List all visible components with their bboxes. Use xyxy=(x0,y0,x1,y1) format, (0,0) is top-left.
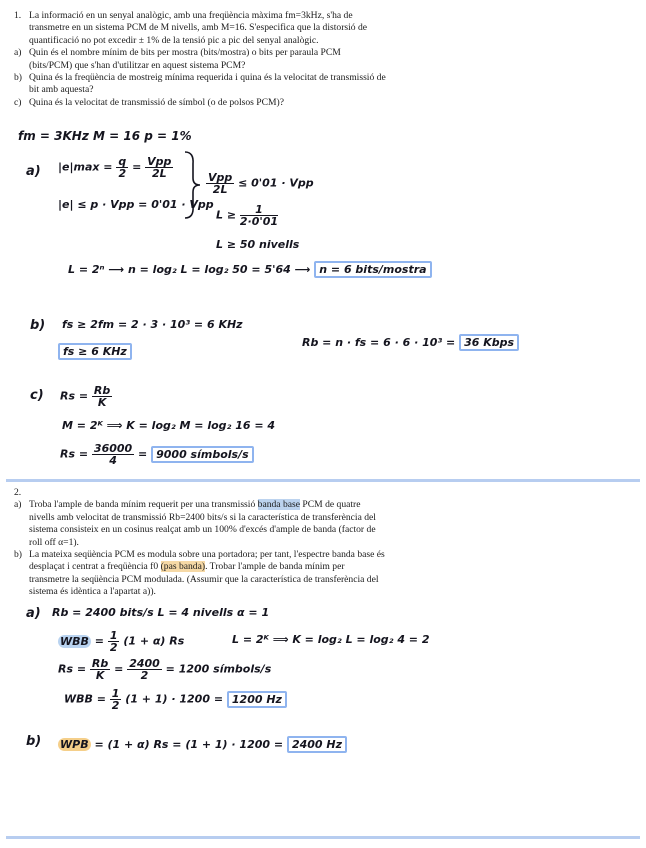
problem-1-number: 1. xyxy=(14,10,22,21)
solution-1-a-right-1: $\frac{\text{Vpp}}{2L}$ ≤ 0'01 · Vpp xyxy=(208,171,314,196)
solution-1-b-fs-line: fs ≥ 2fm = 2 · 3 · 10³ = 6 KHz xyxy=(62,318,243,331)
solution-1-a-emax-line: |e|max = $\frac{q}{2}$ = $\frac{\text{Vpp}}{2L}$ xyxy=(58,155,172,180)
solution-2-k-line: L = 2ᴷ ⟹ K = log₂ L = log₂ 4 = 2 xyxy=(232,633,430,646)
wbb-symbol: WBB xyxy=(60,634,89,648)
answer-box: 36 Kbps xyxy=(459,334,519,351)
solution-1-c-k-line: M = 2ᴷ ⟹ K = log₂ M = log₂ 16 = 4 xyxy=(62,419,276,432)
problem-2-item-a: a) Troba l'ample de banda mínim requerit per una transmissió banda base PCM de quatre nivells amb velocitat de transmissió Rb=2400 bits/s si la característica de transferència del sistema consisteix en un cosinus realçat amb un 100% d'excés d'ample de banda (factor de roll off α=1). xyxy=(14,499,376,548)
section-divider xyxy=(6,479,640,482)
solution-1-a-right-2: L ≥ $\frac{1}{2\cdot 0'01}$ xyxy=(216,203,279,228)
solution-2-b-label: b) xyxy=(26,734,42,749)
solution-1-given: fm = 3KHz M = 16 p = 1% xyxy=(18,129,192,143)
solution-1-a-error-line: |e| ≤ p · Vpp = 0'01 · Vpp xyxy=(58,198,214,211)
answer-box: 1200 Hz xyxy=(227,691,287,708)
problem-1-statement xyxy=(14,10,386,109)
answer-box: n = 6 bits/mostra xyxy=(314,261,431,278)
problem-2-statement xyxy=(14,487,386,599)
bottom-divider xyxy=(6,836,640,839)
highlight-banda-base: banda base xyxy=(257,499,301,511)
solution-2-rs-line: Rs = $\frac{Rb}{K}$ = $\frac{2400}{2}$ = 1200 símbols/s xyxy=(58,657,272,682)
solution-1-b-fs-result xyxy=(58,345,132,358)
wpb-symbol: WPB xyxy=(60,738,89,751)
problem-1-intro-text: La informació en un senyal analògic, amb una freqüència màxima fm=3kHz, s'ha de transmetre en un sistema PCM de M nivells, amb M=16. S'especifica que la distorsió de quantificació no pot excedir ± 1% de la tensió pic a pic del senyal analògic. xyxy=(29,10,368,46)
solution-2-wbb-result-line: WBB = $\frac{1}{2}$ (1 + 1) · 1200 = 1200 Hz xyxy=(64,688,287,711)
solution-2-wbb-line: WBB = $\frac{1}{2}$ (1 + α) Rs xyxy=(60,629,185,654)
answer-box: 2400 Hz xyxy=(287,736,347,753)
solution-1-b-label: b) xyxy=(30,318,46,333)
solution-2-a-label: a) xyxy=(26,606,41,621)
solution-1-c-result-line: Rs = $\frac{36000}{4}$ = 9000 símbols/s xyxy=(60,443,254,466)
highlight-pas-banda: (pas banda) xyxy=(160,561,206,573)
solution-1-a-log-line: L = 2ⁿ ⟶ n = log₂ L = log₂ 50 = 5'64 ⟶ n = 6 bits/mostra xyxy=(68,263,432,276)
problem-1-item-a: a) Quin és el nombre mínim de bits per mostra (bits/mostra) o bits per paraula PCM (bits/PCM) que s'han d'utilitzar en aquest sistema PCM? xyxy=(14,47,341,71)
problem-2-number: 2. xyxy=(14,487,22,498)
solution-1-b-rb-line: Rb = n · fs = 6 · 6 · 10³ = 36 Kbps xyxy=(302,336,519,349)
solution-1-c-label: c) xyxy=(30,388,44,403)
solution-1-a-right-3: L ≥ 50 nivells xyxy=(216,238,300,251)
problem-1-item-c: c) Quina és la velocitat de transmissió de símbol (o de polsos PCM)? xyxy=(14,96,284,108)
curly-brace-icon xyxy=(182,150,202,220)
solution-2-wpb-line: WPB = (1 + α) Rs = (1 + 1) · 1200 = 2400 Hz xyxy=(58,738,347,751)
answer-box: fs ≥ 6 KHz xyxy=(58,343,132,360)
solution-1-a-label: a) xyxy=(26,164,41,179)
solution-2-given: Rb = 2400 bits/s L = 4 nivells α = 1 xyxy=(52,606,270,619)
problem-1-intro xyxy=(14,10,386,47)
problem-1-item-b: b) Quina és la freqüència de mostreig mínima requerida i quina és la velocitat de transmissió de bit amb aquesta? xyxy=(14,72,386,96)
solution-1-c-rs-line: Rs = $\frac{Rb}{K}$ xyxy=(60,384,111,409)
answer-box: 9000 símbols/s xyxy=(151,446,254,463)
problem-2-item-b: b) La mateixa seqüència PCM es modula sobre una portadora; per tant, l'espectre banda base és desplaçat i centrat a freqüència f0 (pas banda). Trobar l'ample de banda mínim per transmetre la seqüència PCM modulada. (Assumir que la característica de transferència del sistema és idèntica a l'apartat a)). xyxy=(14,549,385,598)
